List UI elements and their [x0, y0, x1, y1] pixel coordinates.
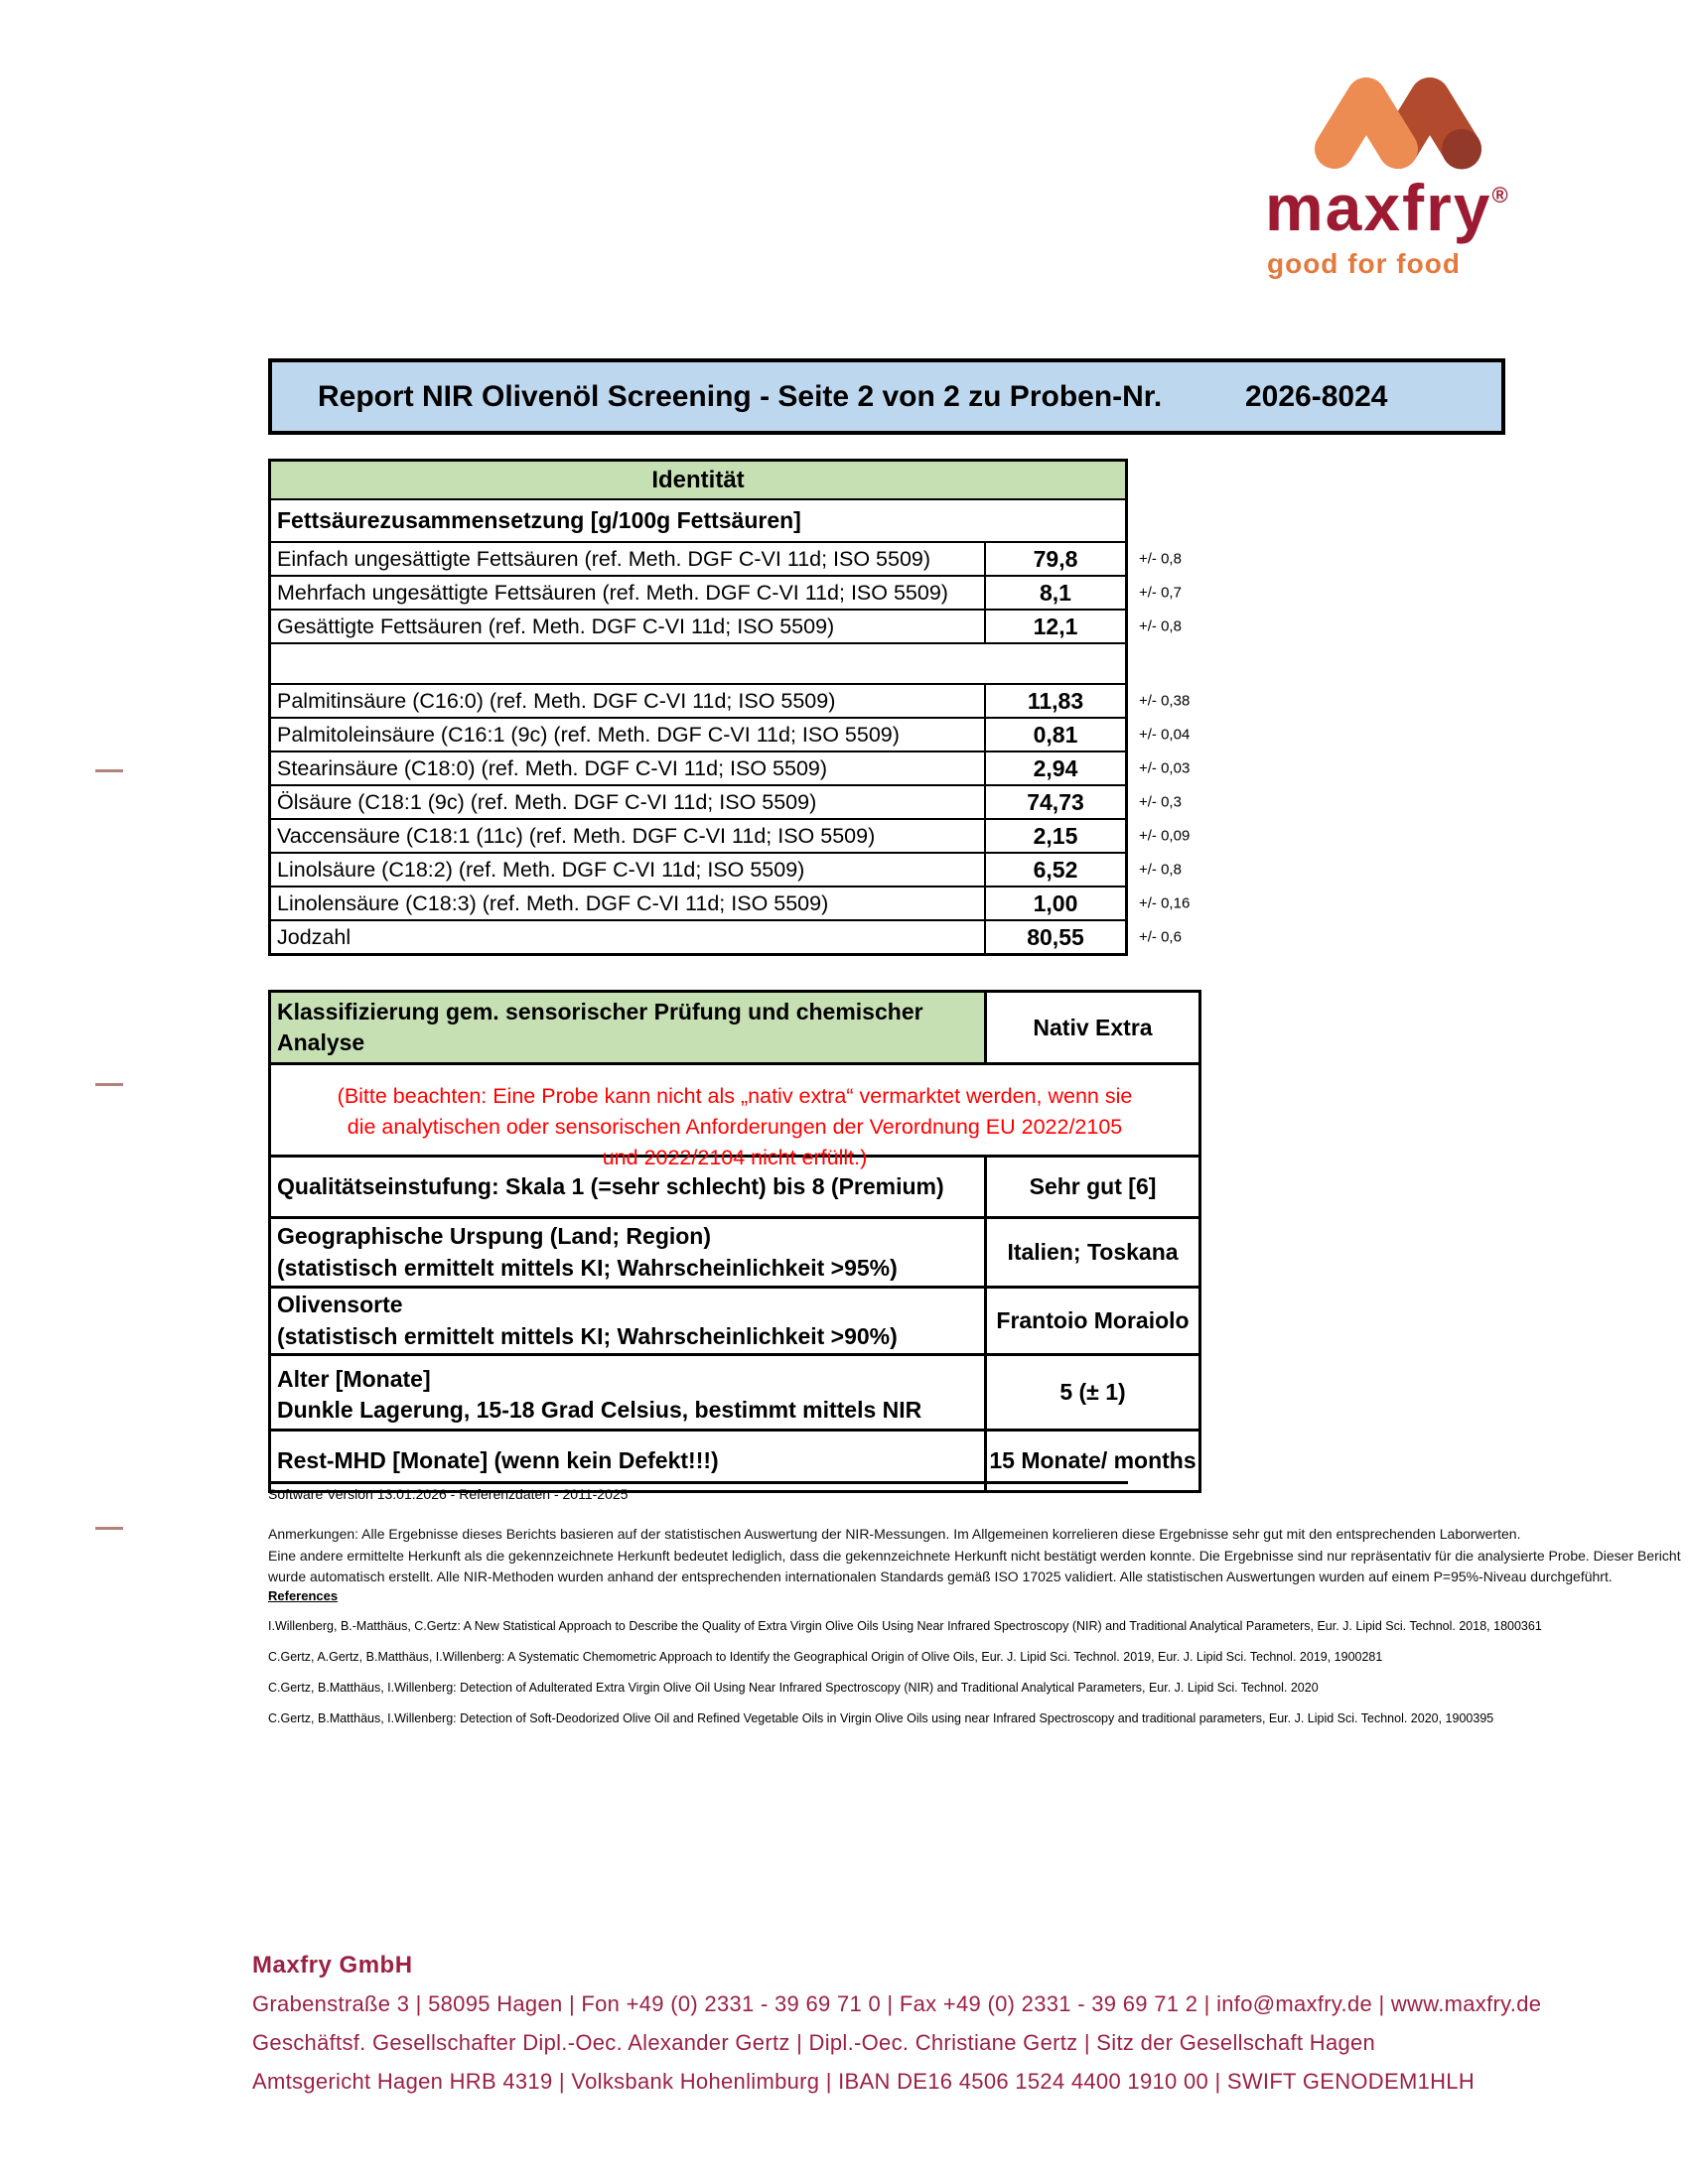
row-tolerance: +/- 0,8 — [1139, 550, 1182, 568]
reference-item: C.Gertz, B.Matthäus, I.Willenberg: Detection of Soft-Deodorized Olive Oil and Refined Vegetable Oils in Virgin Olive Oils using near Infrared Spectroscopy and traditional parameters, Eur. J. Lipid Sci. Technol. 2020, 1900395 — [268, 1711, 1494, 1725]
identity-table-header: Identität — [271, 462, 1125, 498]
row-label: Jodzahl — [277, 924, 352, 949]
footer-company: Maxfry GmbH — [252, 1952, 413, 1979]
row-label: Linolensäure (C18:3) (ref. Meth. DGF C-VI 11d; ISO 5509) — [277, 890, 829, 915]
footnotes — [268, 1481, 1681, 1588]
remarks-line: Eine andere ermittelte Herkunft als die gekennzeichnete Herkunft bedeutet lediglich, dass die gekennzeichnete Herkunft nicht bestätigt werden konnte. Die Ergebnisse sind nur repräsentativ für die analysierte Probe. Dieser Bericht — [268, 1547, 1681, 1564]
row-label-line2: (statistisch ermittelt mittels KI; Wahrscheinlichkeit >90%) — [277, 1322, 898, 1349]
row-label — [271, 1158, 987, 1216]
row-tolerance: +/- 0,09 — [1139, 827, 1191, 845]
row-tolerance: +/- 0,3 — [1139, 793, 1182, 811]
row-value: 2,15 — [984, 820, 1125, 852]
fold-mark — [95, 769, 123, 772]
remarks-line: Anmerkungen: Alle Ergebnisse dieses Berichts basieren auf der statistischen Auswertung der NIR-Messungen. Im Allgemeinen korrelieren diese Ergebnisse sehr gut mit den entsprechenden Laborwerten. — [268, 1526, 1521, 1542]
references-heading: References — [268, 1588, 339, 1603]
row-label — [271, 1219, 987, 1286]
sample-number: 2026-8024 — [1245, 379, 1388, 413]
row-label: Palmitoleinsäure (C16:1 (9c) (ref. Meth. DGF C-VI 11d; ISO 5509) — [277, 722, 900, 747]
reference-item: I.Willenberg, B.-Matthäus, C.Gertz: A New Statistical Approach to Describe the Quality of Extra Virgin Olive Oils Using Near Infrared Spectroscopy (NIR) and Traditional Analytical Parameters, Eur. J. Lipid Sci. Technol. 2018, 1800361 — [268, 1619, 1542, 1633]
table-row — [271, 1353, 1198, 1429]
table-row — [271, 575, 1182, 609]
row-label-text: Rest-MHD [Monate] (wenn kein Defekt!!!) — [277, 1446, 719, 1473]
classification-result: Nativ Extra — [1033, 1014, 1153, 1040]
table-row — [271, 852, 1182, 886]
table-row — [271, 541, 1182, 575]
table-row — [271, 886, 1191, 919]
remarks — [268, 1524, 1681, 1588]
classification-note-row — [271, 1062, 1198, 1170]
references — [268, 1588, 1559, 1742]
row-tolerance: +/- 0,7 — [1139, 584, 1182, 602]
row-label: Linolsäure (C18:2) (ref. Meth. DGF C-VI 11d; ISO 5509) — [277, 857, 805, 882]
brand-name: maxfry® — [1265, 171, 1510, 244]
row-label: Einfach ungesättigte Fettsäuren (ref. Meth. DGF C-VI 11d; ISO 5509) — [277, 546, 931, 571]
table-row — [271, 1216, 1198, 1286]
table-row — [271, 683, 1191, 717]
row-label-line2: Dunkle Lagerung, 15-18 Grad Celsius, bestimmt mittels NIR — [277, 1397, 922, 1424]
title-bar — [268, 358, 1505, 435]
row-value: 8,1 — [984, 577, 1125, 609]
row-label-text: Qualitätseinstufung: Skala 1 (=sehr schlecht) bis 8 (Premium) — [277, 1172, 944, 1199]
row-label: Stearinsäure (C18:0) (ref. Meth. DGF C-VI 11d; ISO 5509) — [277, 755, 828, 780]
row-label: Mehrfach ungesättigte Fettsäuren (ref. Meth. DGF C-VI 11d; ISO 5509) — [277, 580, 948, 605]
table-row — [271, 818, 1191, 852]
row-value: 2,94 — [984, 752, 1125, 784]
identity-table-subheader: Fettsäurezusammensetzung [g/100g Fettsäuren] — [271, 498, 1125, 541]
row-label — [271, 1289, 987, 1353]
row-label — [271, 1356, 987, 1429]
row-value: 12,1 — [984, 611, 1125, 642]
remarks-line: wurde automatisch erstellt. Alle NIR-Methoden wurden anhand der entsprechenden internationalen Standards gemäß ISO 17025 validiert. Alle statistischen Auswertungen wurden auf einem P=95%-Niveau durchgeführt. — [268, 1569, 1613, 1585]
row-label: Ölsäure (C18:1 (9c) (ref. Meth. DGF C-VI 11d; ISO 5509) — [277, 789, 817, 814]
row-label: Gesättigte Fettsäuren (ref. Meth. DGF C-VI 11d; ISO 5509) — [277, 614, 835, 638]
empty-row — [271, 642, 1125, 683]
reference-item: C.Gertz, B.Matthäus, I.Willenberg: Detection of Adulterated Extra Virgin Olive Oil Using Near Infrared Spectroscopy (NIR) and Traditional Analytical Parameters, Eur. J. Lipid Sci. Technol. 2020 — [268, 1681, 1319, 1695]
brand-tagline: good for food — [1267, 248, 1461, 279]
row-value: 15 Monate/ months — [989, 1447, 1196, 1473]
footer-bank-line: Amtsgericht Hagen HRB 4319 | Volksbank Hohenlimburg | IBAN DE16 4506 1524 4400 1910 00 | SWIFT GENODEM1HLH — [252, 2069, 1476, 2094]
footer-management-line: Geschäftsf. Gesellschafter Dipl.-Oec. Alexander Gertz | Dipl.-Oec. Christiane Gertz | Sitz der Gesellschaft Hagen — [252, 2030, 1376, 2055]
footer — [252, 1952, 1543, 2108]
report-title: Report NIR Olivenöl Screening - Seite 2 von 2 zu Proben-Nr. — [318, 379, 1163, 413]
row-value: 79,8 — [984, 543, 1125, 575]
classification-header-row — [271, 993, 1198, 1062]
fold-mark — [95, 1527, 123, 1530]
classification-note: (Bitte beachten: Eine Probe kann nicht als „nativ extra“ vermarktet werden, wenn sie die analytischen oder sensorischen Anforderungen der Verordnung EU 2022/2105 und 2022/2104 nicht erfüllt.) — [337, 1084, 1133, 1170]
row-tolerance: +/- 0,16 — [1139, 894, 1191, 912]
table-row — [271, 919, 1182, 953]
row-tolerance: +/- 0,38 — [1139, 692, 1191, 710]
identity-table — [268, 459, 1191, 956]
classification-header-label: Klassifizierung gem. sensorischer Prüfung und chemischer Analyse — [271, 993, 987, 1062]
fold-mark — [95, 1083, 123, 1086]
row-label: Palmitinsäure (C16:0) (ref. Meth. DGF C-VI 11d; ISO 5509) — [277, 688, 836, 713]
row-value: 80,55 — [984, 921, 1125, 953]
table-row — [271, 609, 1182, 642]
row-tolerance: +/- 0,03 — [1139, 759, 1191, 777]
row-value: Italien; Toskana — [1007, 1239, 1179, 1265]
table-row — [271, 751, 1191, 784]
footer-contact-line: Grabenstraße 3 | 58095 Hagen | Fon +49 (0) 2331 - 39 69 71 0 | Fax +49 (0) 2331 - 39 69 71 2 | info@maxfry.de | www.maxfry.de — [252, 1991, 1542, 2016]
row-tolerance: +/- 0,8 — [1139, 617, 1182, 635]
row-tolerance: +/- 0,04 — [1139, 726, 1191, 744]
registered-mark: ® — [1491, 183, 1510, 207]
row-label-line1: Alter [Monate] — [277, 1366, 431, 1392]
row-tolerance: +/- 0,6 — [1139, 928, 1182, 946]
row-label-line1: Olivensorte — [277, 1292, 403, 1318]
row-value: 5 (± 1) — [1059, 1379, 1126, 1405]
maxfry-m-icon — [1313, 71, 1483, 171]
row-value: 1,00 — [984, 887, 1125, 919]
maxfry-logo — [1247, 71, 1555, 280]
classification-table — [268, 990, 1201, 1493]
row-tolerance: +/- 0,8 — [1139, 861, 1182, 879]
reference-item: C.Gertz, A.Gertz, B.Matthäus, I.Willenberg: A Systematic Chemometric Approach to Identify the Geographical Origin of Olive Oils, Eur. J. Lipid Sci. Technol. 2019, Eur. J. Lipid Sci. Technol. 2019, 1900281 — [268, 1650, 1383, 1664]
row-value: 11,83 — [984, 685, 1125, 717]
row-label-line1: Geographische Urspung (Land; Region) — [277, 1223, 712, 1250]
software-version: Software Version 13.01.2026 - Referenzdaten - 2011-2025 — [268, 1481, 1128, 1502]
row-value: 6,52 — [984, 854, 1125, 886]
row-value: 74,73 — [984, 786, 1125, 818]
row-value: 0,81 — [984, 719, 1125, 751]
row-value: Frantoio Moraiolo — [996, 1307, 1190, 1333]
table-row — [271, 717, 1191, 751]
table-row — [271, 784, 1182, 818]
table-row — [271, 1155, 1198, 1216]
row-label-line2: (statistisch ermittelt mittels KI; Wahrscheinlichkeit >95%) — [277, 1254, 898, 1281]
table-row — [271, 1286, 1198, 1353]
row-label: Vaccensäure (C18:1 (11c) (ref. Meth. DGF C-VI 11d; ISO 5509) — [277, 823, 876, 848]
row-value: Sehr gut [6] — [1029, 1173, 1157, 1199]
